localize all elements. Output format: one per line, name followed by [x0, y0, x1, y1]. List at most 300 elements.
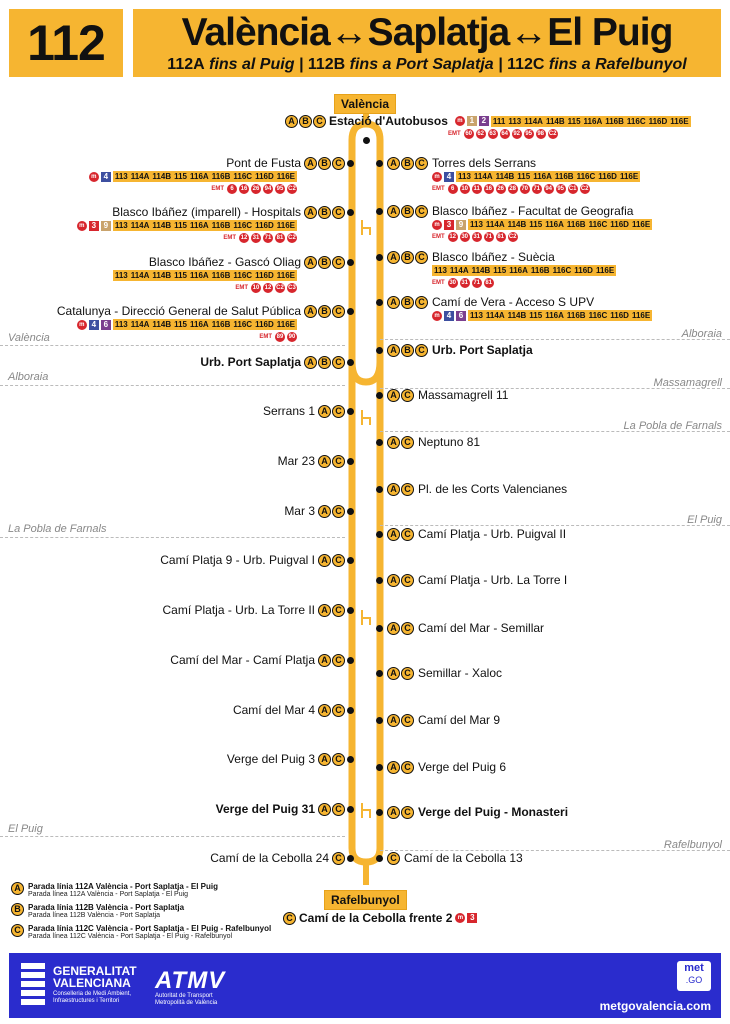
bus-line-113: 113 [458, 172, 471, 181]
line-badges [284, 114, 326, 128]
stop-dot [347, 458, 354, 465]
right-stop[interactable] [386, 295, 594, 309]
emt-line-28: 28 [509, 185, 517, 192]
line-badges [386, 573, 414, 587]
stop-dot [347, 508, 354, 515]
line-badge-c: C [283, 912, 296, 925]
bus-line-116d: 116D [598, 172, 617, 181]
bus-line-114b: 114B [471, 266, 491, 275]
line-badges [386, 666, 414, 680]
legend-item [10, 882, 271, 899]
stop-name: Mar 23 [277, 454, 315, 469]
bus-line-116c: 116C [233, 221, 253, 230]
line-badge-c: C [332, 157, 345, 170]
bus-lines [468, 219, 652, 230]
right-stop[interactable] [386, 851, 523, 865]
stop-dot [376, 347, 383, 354]
left-stop[interactable] [227, 752, 345, 766]
metro-line-3: 3 [444, 220, 454, 230]
stop-dot [363, 137, 370, 144]
emt-line-81: 81 [485, 279, 493, 286]
bus-line-116e: 116E [276, 320, 295, 329]
line-badges [303, 255, 345, 269]
right-stop[interactable] [386, 621, 544, 635]
metro-line-3: 3 [467, 913, 477, 923]
emt-line-70: 70 [521, 185, 529, 192]
emt-line-89: 89 [276, 333, 284, 340]
emt-row [259, 331, 297, 342]
line-badges [317, 404, 345, 418]
line-badge-c: C [332, 455, 345, 468]
emt-line-95: 95 [276, 185, 284, 192]
metro-line-6: 6 [101, 320, 111, 330]
bus-line-116b: 116B [211, 320, 231, 329]
right-stop[interactable] [386, 482, 567, 496]
stop-name: Camí Platja 9 - Urb. Puigval I [160, 553, 315, 568]
bus-line-113: 113 [508, 116, 522, 126]
municipality-label-right: Rafelbunyol [663, 839, 722, 851]
legend-subtitle: Parada línea 112C València - Port Saplatja - El Puig - Rafelbunyol [28, 933, 233, 940]
stop-name: Camí del Mar - Semillar [418, 621, 545, 636]
line-badge-a: A [318, 554, 331, 567]
bus-line-115: 115 [529, 311, 543, 320]
metro-line-6: 6 [456, 311, 466, 321]
emt-row [223, 232, 297, 243]
bus-line-113: 113 [470, 220, 483, 229]
stop-name: Verge del Puig - Monasteri [418, 805, 569, 820]
line-badge-c: C [415, 251, 428, 264]
emt-line-c2: C2 [508, 233, 517, 240]
municipality-label-left: El Puig [8, 823, 43, 835]
municipality-label-right: La Pobla de Farnals [623, 420, 722, 432]
stop-dot [347, 756, 354, 763]
municipality-label-left: Alboraia [8, 371, 49, 383]
stop-dot [376, 160, 383, 167]
bus-line-115: 115 [517, 172, 531, 181]
line-badges [303, 304, 345, 318]
line-badge-a: A [318, 604, 331, 617]
bus-line-113: 113 [470, 311, 483, 320]
line-badge-b: B [318, 305, 331, 318]
metro-line-4: 4 [101, 172, 111, 182]
bus-line-116b: 116B [554, 172, 574, 181]
right-stop[interactable] [386, 204, 633, 218]
line-badge-a: A [318, 753, 331, 766]
bus-line-114a: 114A [130, 221, 150, 230]
emt-icon: EMT [448, 130, 461, 137]
line-badges [303, 355, 345, 369]
emt-line-94: 94 [545, 185, 553, 192]
municipality-divider [380, 339, 730, 340]
stop-dot [376, 625, 383, 632]
line-badge-c: C [415, 205, 428, 218]
first-stop-row[interactable] [284, 114, 691, 128]
bus-lines [113, 220, 297, 231]
line-badge-b: B [401, 296, 414, 309]
metro-line-9: 9 [101, 221, 111, 231]
line-badge-a: A [387, 622, 400, 635]
left-stop[interactable] [160, 553, 345, 567]
line-badge-a: A [387, 296, 400, 309]
emt-line-c2: C2 [288, 185, 296, 192]
generalitat-line1: GENERALITAT [53, 964, 137, 978]
line-badge-c: C [332, 405, 345, 418]
stop-name: Pl. de les Corts Valencianes [418, 482, 568, 497]
stop-name: Urb. Port Saplatja [432, 343, 533, 358]
metro-icon: m [455, 913, 465, 923]
line-badge-b: B [401, 157, 414, 170]
metro-icon: m [455, 116, 465, 126]
bus-lines [468, 310, 652, 321]
bus-line-113: 113 [114, 320, 128, 329]
last-stop-row[interactable] [282, 911, 477, 925]
connections-row [455, 913, 477, 924]
atmv-logo: ATMV [155, 967, 226, 994]
line-badge-c: C [332, 505, 345, 518]
connections-row [77, 220, 297, 231]
bus-line-116b: 116B [605, 116, 624, 126]
left-stop[interactable] [57, 304, 345, 318]
bus-lines [491, 116, 691, 127]
line-badge-a: A [387, 436, 400, 449]
left-stop[interactable] [233, 703, 345, 717]
line-badge-a: A [387, 761, 400, 774]
stop-name: Estació d'Autobusos [329, 114, 448, 129]
line-badge-c: C [332, 753, 345, 766]
emt-line-62: 62 [477, 130, 485, 137]
bus-line-114a: 114A [130, 271, 150, 280]
line-badge-c: C [332, 356, 345, 369]
line-badges [317, 752, 345, 766]
line-badge-c: C [415, 296, 428, 309]
bus-line-115: 115 [493, 266, 507, 275]
legend-item [10, 924, 271, 941]
line-badge-a: A [304, 256, 317, 269]
emt-icon: EMT [223, 234, 236, 241]
line-badge-a: A [387, 714, 400, 727]
metro-line-1: 1 [467, 116, 477, 126]
stop-name: Mar 3 [284, 504, 315, 519]
line-badge-c: C [332, 852, 345, 865]
bus-lines [432, 265, 616, 276]
left-stop[interactable] [170, 653, 345, 667]
emt-row [432, 231, 518, 242]
municipality-label-right: El Puig [687, 514, 722, 526]
subtitle-code: 112B [307, 56, 346, 73]
metgo-line1: met [684, 962, 704, 974]
stop-dot [376, 439, 383, 446]
line-badges [317, 802, 345, 816]
bus-line-114b: 114B [152, 271, 172, 280]
emt-line-95: 95 [557, 185, 565, 192]
bus-line-116c: 116C [576, 172, 596, 181]
legend-item [10, 903, 271, 920]
line-badge-c: C [401, 574, 414, 587]
left-stop[interactable] [149, 255, 345, 269]
emt-icon: EMT [432, 185, 445, 192]
line-badge-c: C [401, 622, 414, 635]
line-badge-c: C [332, 604, 345, 617]
legend-title: Parada línia 112C València - Port Saplatja - El Puig - Rafelbunyol [28, 924, 272, 933]
left-stop[interactable] [226, 156, 345, 170]
connections-row [432, 219, 652, 230]
municipality-divider [380, 431, 730, 432]
bus-line-116e: 116E [276, 271, 295, 280]
emt-line-71: 71 [264, 234, 272, 241]
emt-line-71: 71 [473, 279, 481, 286]
line-badge-a: A [387, 483, 400, 496]
line-badges [386, 621, 414, 635]
metro-icon: m [432, 220, 442, 230]
metro-line-3: 3 [89, 221, 99, 231]
stop-dot [376, 299, 383, 306]
stop-name: Urb. Port Saplatja [200, 355, 301, 370]
bus-line-116e: 116E [631, 311, 651, 320]
bus-line-115: 115 [174, 271, 187, 280]
line-badge-c: C [401, 761, 414, 774]
bus-line-115: 115 [174, 172, 187, 181]
generalitat-sub: Conselleria de Medi Ambient, Infraestructures i Territori [53, 991, 132, 1004]
legend-title: Parada línia 112B València - Port Saplatja [28, 903, 185, 912]
legend [10, 882, 271, 945]
line-badges [386, 343, 428, 357]
subtitle-text: fins a Rafelbunyol [544, 56, 687, 73]
subtitle-code: 112A [167, 56, 205, 73]
connections-row [89, 171, 297, 182]
right-stop[interactable] [386, 343, 533, 357]
line-badge-c: C [415, 157, 428, 170]
line-badge-c: C [401, 667, 414, 680]
stop-dot [376, 254, 383, 261]
right-stop[interactable] [386, 388, 508, 402]
line-badge-a: A [304, 206, 317, 219]
stop-dot [347, 359, 354, 366]
right-stop[interactable] [386, 805, 568, 819]
stop-dot [347, 209, 354, 216]
bus-line-115: 115 [567, 116, 581, 126]
legend-text [28, 924, 271, 941]
stop-name: Torres dels Serrans [432, 156, 537, 171]
line-badge-a: A [318, 405, 331, 418]
line-badge-c: C [401, 483, 414, 496]
right-stop[interactable] [386, 573, 567, 587]
bus-line-116c: 116C [233, 271, 253, 280]
line-badges [386, 851, 400, 865]
right-stop[interactable] [386, 156, 536, 170]
left-stop[interactable] [263, 404, 345, 418]
bus-line-116c: 116C [626, 116, 646, 126]
bus-line-116a: 116A [190, 320, 209, 329]
emt-line-12: 12 [449, 233, 457, 240]
stop-dot [376, 670, 383, 677]
municipality-divider [380, 388, 730, 389]
stop-dot [347, 308, 354, 315]
bus-line-116b: 116B [211, 172, 231, 181]
stop-dot [376, 717, 383, 724]
bus-line-116c: 116C [588, 220, 608, 229]
left-stop[interactable] [163, 603, 346, 617]
bus-line-114a: 114A [524, 116, 543, 126]
line-badges [386, 760, 414, 774]
metro-icon: m [77, 221, 87, 231]
stop-name: Blasco Ibáñez - Gascó Oliag [148, 255, 301, 270]
terminus-bottom-label: Rafelbunyol [324, 890, 407, 910]
bus-line-116d: 116D [610, 220, 629, 229]
right-stop[interactable] [386, 250, 555, 264]
line-badge-a: A [387, 574, 400, 587]
stop-name: Camí del Mar - Camí Platja [170, 653, 315, 668]
stop-name: Camí Platja - Urb. La Torre I [418, 573, 568, 588]
stop-dot [347, 408, 354, 415]
municipality-divider [0, 537, 345, 538]
metro-icon: m [432, 311, 442, 321]
bus-line-116e: 116E [276, 172, 295, 181]
stop-name: Verge del Puig 6 [418, 760, 507, 775]
left-stop[interactable] [200, 355, 345, 369]
emt-icon: EMT [432, 279, 445, 286]
emt-row [448, 128, 558, 139]
line-badge-a: A [11, 882, 24, 895]
stop-name: Catalunya - Direcció General de Salut Pública [56, 304, 301, 319]
bus-line-116e: 116E [670, 116, 689, 126]
emt-line-c2: C2 [580, 185, 589, 192]
line-badge-c: C [401, 389, 414, 402]
bus-line-116e: 116E [619, 172, 639, 181]
right-stop[interactable] [386, 760, 506, 774]
left-stop[interactable] [210, 851, 345, 865]
line-badge-b: B [401, 251, 414, 264]
bus-line-116d: 116D [255, 320, 274, 329]
left-stop[interactable] [278, 454, 345, 468]
bus-line-116d: 116D [255, 172, 274, 181]
stop-dot [376, 809, 383, 816]
stop-name: Verge del Puig 31 [215, 802, 315, 817]
subtitle-text: fins al Puig | [204, 56, 308, 73]
line-badge-c: C [332, 803, 345, 816]
legend-text [28, 882, 218, 899]
emt-row [211, 183, 297, 194]
line-badge-b: B [401, 344, 414, 357]
footer-url[interactable]: metgovalencia.com [599, 999, 711, 1013]
stop-name: Blasco Ibáñez - Facultat de Geografia [432, 204, 634, 219]
emt-line-30: 30 [449, 279, 457, 286]
emt-line-12: 12 [264, 284, 272, 291]
left-stop[interactable] [284, 504, 345, 518]
bus-line-116a: 116A [190, 221, 209, 230]
bus-line-114a: 114A [130, 172, 150, 181]
line-badge-c: C [11, 924, 24, 937]
stop-dot [347, 557, 354, 564]
line-badge-c: C [401, 528, 414, 541]
bus-line-116a: 116A [190, 271, 209, 280]
emt-line-71: 71 [485, 233, 493, 240]
right-stop[interactable] [386, 435, 480, 449]
bus-line-116d: 116D [574, 266, 593, 275]
stop-name: Blasco Ibáñez (imparell) - Hospitals [112, 205, 301, 220]
emt-line-c2: C2 [288, 234, 296, 241]
right-stop[interactable] [386, 527, 566, 541]
emt-line-71: 71 [533, 185, 541, 192]
emt-icon: EMT [259, 333, 272, 340]
bus-line-116a: 116A [545, 311, 564, 320]
emt-line-81: 81 [497, 233, 505, 240]
bus-line-114a: 114A [485, 220, 505, 229]
left-stop[interactable] [112, 205, 345, 219]
municipality-label-right: Alboraia [681, 328, 722, 340]
line-badges [303, 205, 345, 219]
municipality-divider [380, 525, 730, 526]
legend-subtitle: Parada línea 112A València - Port Saplatja - El Puig [28, 891, 189, 898]
generalitat-line2: VALENCIANA [53, 976, 131, 990]
right-stop[interactable] [386, 666, 502, 680]
metro-line-2: 2 [479, 116, 489, 126]
line-badge-a: A [304, 356, 317, 369]
line-badge-c: C [332, 256, 345, 269]
bus-line-114b: 114B [152, 221, 172, 230]
emt-line-16: 16 [240, 185, 248, 192]
route-title-box [133, 9, 721, 77]
stop-dot [376, 764, 383, 771]
line-badge-c: C [332, 206, 345, 219]
bus-line-116d: 116D [255, 271, 274, 280]
line-badges [303, 156, 345, 170]
bus-line-115: 115 [529, 220, 543, 229]
subtitle-code: 112C [507, 56, 545, 73]
bus-line-116b: 116B [566, 311, 586, 320]
line-badge-a: A [318, 803, 331, 816]
line-badge-c: C [332, 305, 345, 318]
metro-icon: m [77, 320, 87, 330]
line-badges [386, 713, 414, 727]
line-badge-b: B [318, 356, 331, 369]
bus-line-114b: 114B [152, 320, 172, 329]
line-badge-a: A [387, 667, 400, 680]
generalitat-logo-icon [19, 961, 47, 1009]
stop-dot [347, 806, 354, 813]
bus-line-113: 113 [114, 221, 128, 230]
line-badges [386, 482, 414, 496]
bus-line-116d: 116D [648, 116, 668, 126]
stop-name: Camí Platja - Urb. Puigval II [418, 527, 567, 542]
stop-dot [376, 577, 383, 584]
bus-line-116b: 116B [566, 220, 586, 229]
bus-line-116c: 116C [588, 311, 608, 320]
metro-line-4: 4 [444, 172, 454, 182]
bus-line-116e: 116E [595, 266, 615, 275]
connections-row [77, 319, 297, 330]
bus-line-113: 113 [114, 271, 128, 280]
line-badge-a: A [387, 806, 400, 819]
left-stop[interactable] [216, 802, 345, 816]
bus-line-116a: 116A [545, 220, 564, 229]
line-badge-c: C [332, 704, 345, 717]
emt-line-26: 26 [497, 185, 505, 192]
stop-name: Camí de la Cebolla 13 [404, 851, 523, 866]
bus-line-116b: 116B [211, 271, 231, 280]
municipality-label-left: La Pobla de Farnals [8, 523, 107, 535]
direction-arrow-icon [362, 220, 370, 818]
legend-text [28, 903, 184, 920]
emt-line-10: 10 [252, 284, 260, 291]
bus-line-114b: 114B [507, 220, 527, 229]
line-badges [386, 250, 428, 264]
stop-dot [347, 160, 354, 167]
emt-line-81: 81 [276, 234, 284, 241]
line-badge-a: A [387, 157, 400, 170]
right-stop[interactable] [386, 713, 500, 727]
metro-line-4: 4 [89, 320, 99, 330]
emt-line-c1: C1 [568, 185, 577, 192]
